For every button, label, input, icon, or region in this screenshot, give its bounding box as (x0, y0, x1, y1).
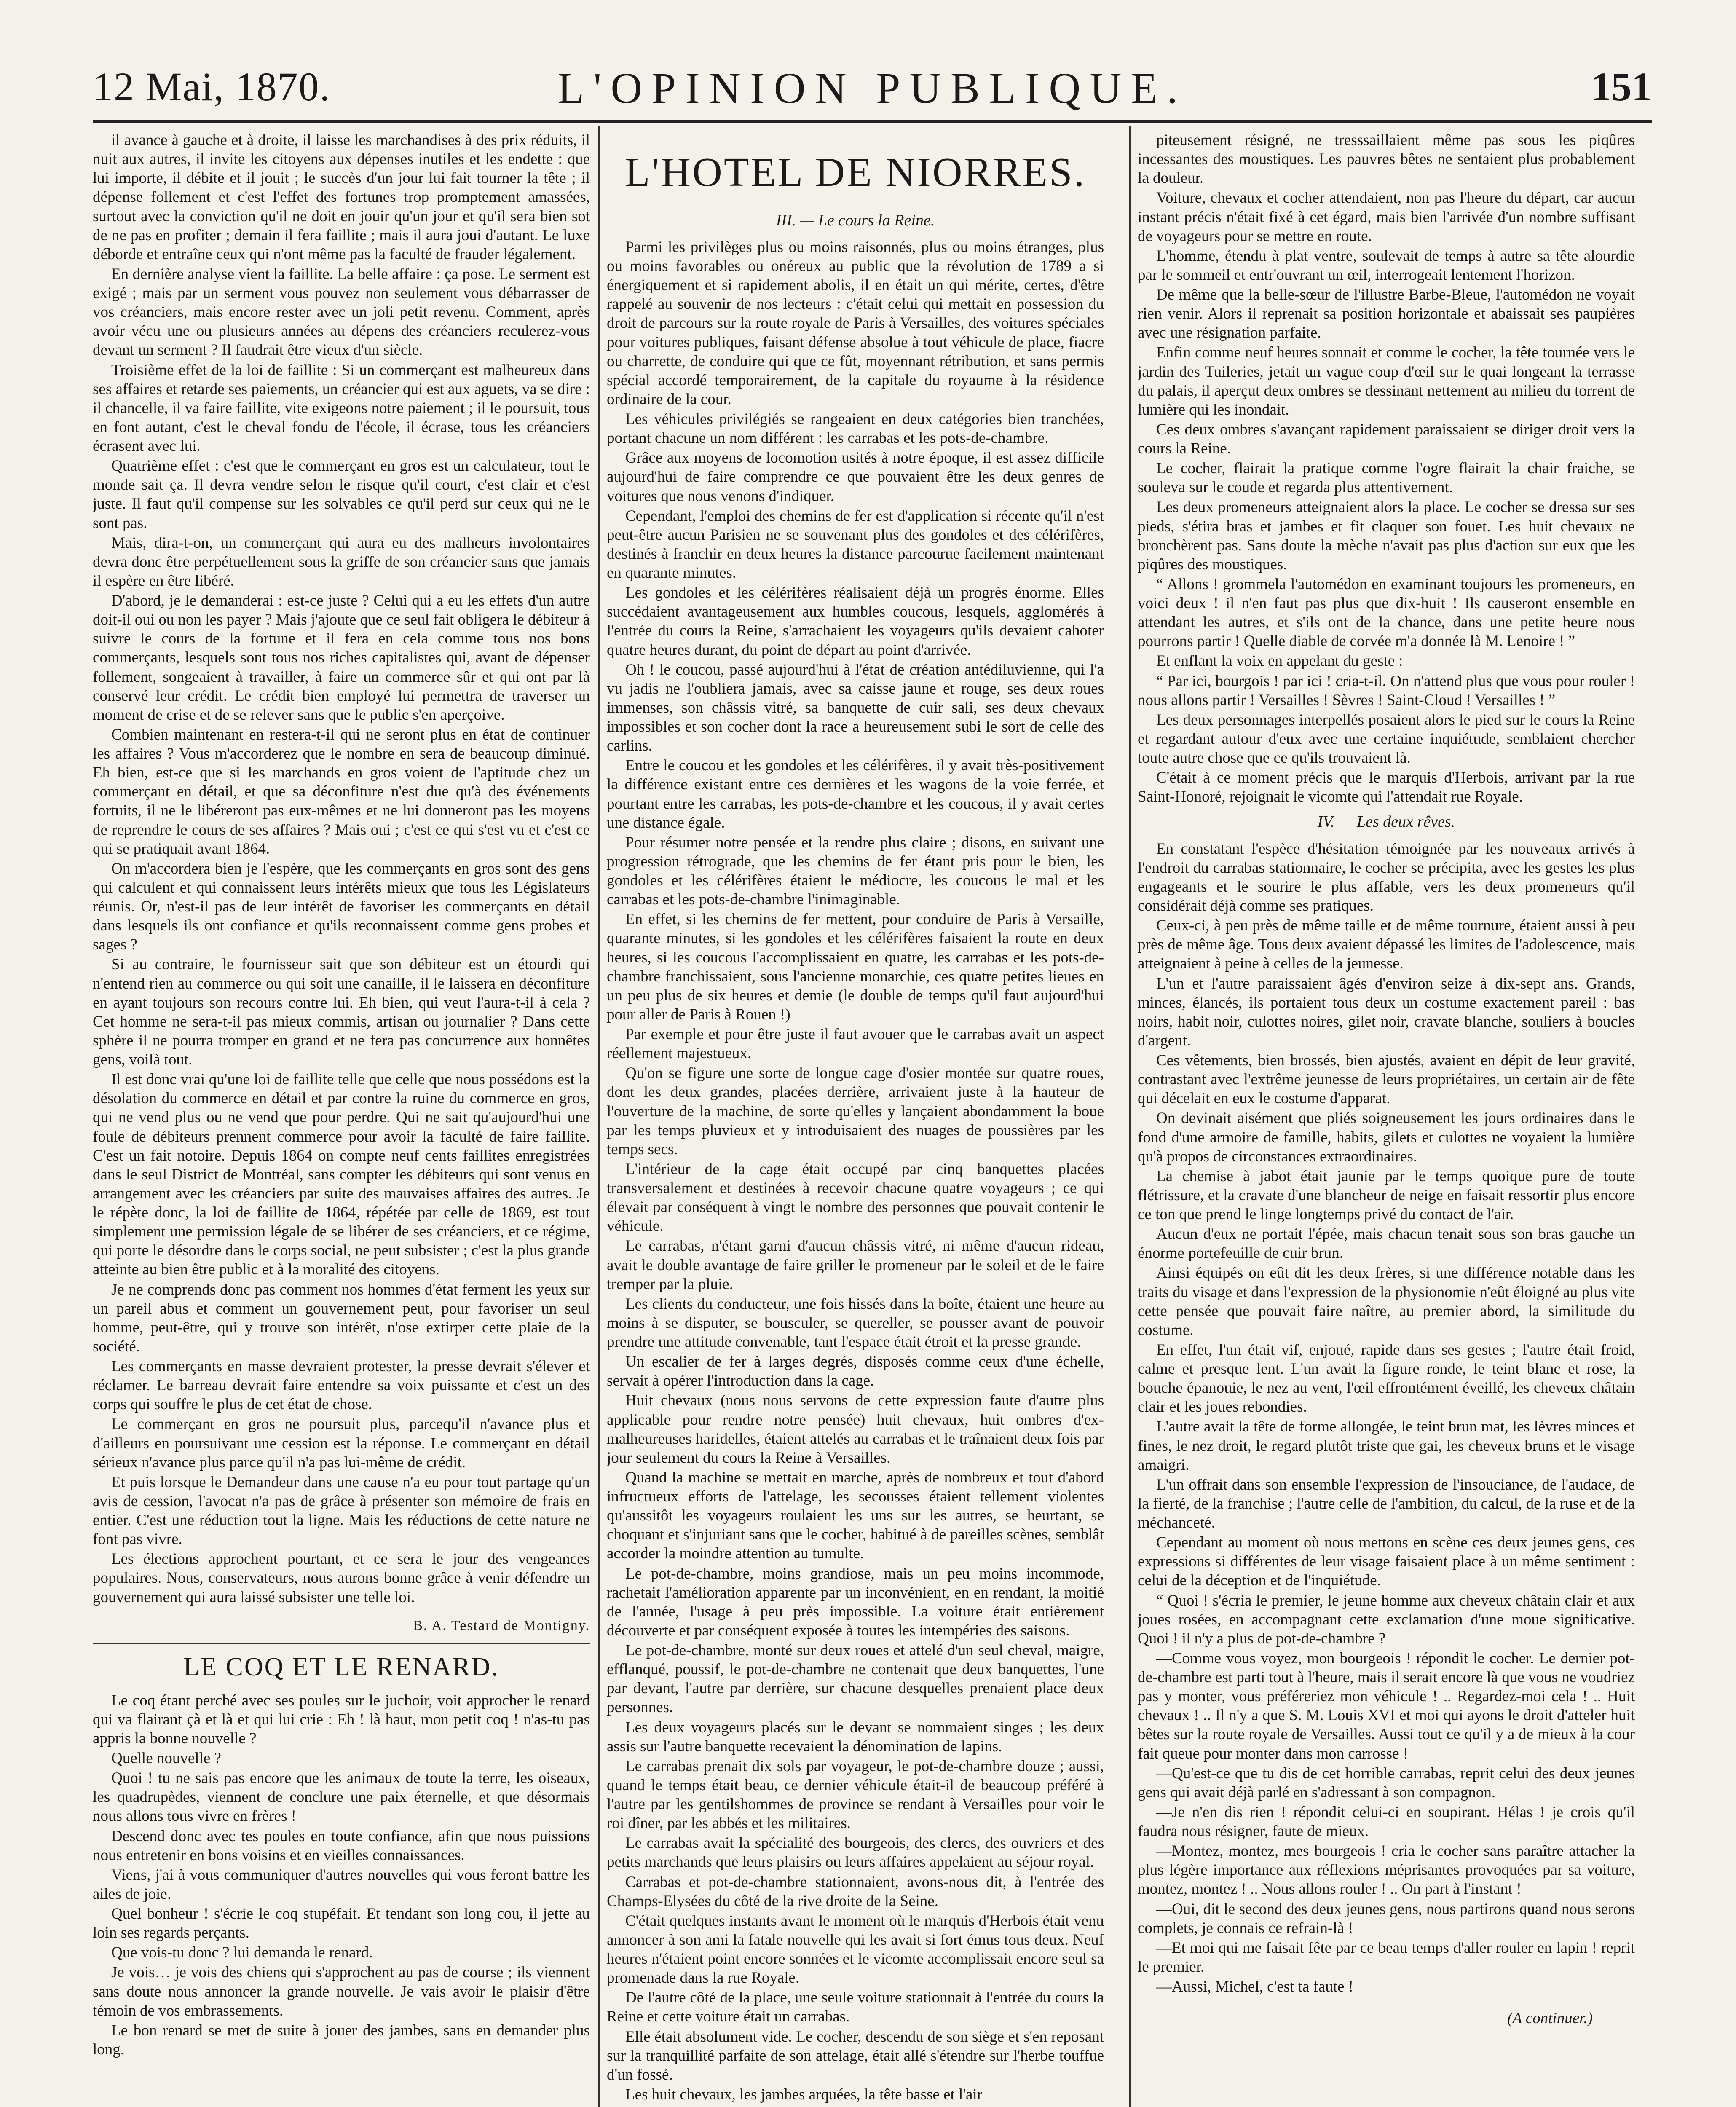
column-3 (1138, 131, 1635, 2107)
paragraph: “ Allons ! grommela l'automédon en examinant toujours les promeneurs, en voici deux ! il n'en faut pas plus que dix-huit ! Ils causeront ensemble en attendant les autres, et s'ils ont de la chance, dans une petite heure nous pourrons partir ! Quelle diable de corvée m'a donnée là M. Lenoire ! ” (1138, 575, 1635, 650)
paragraph: Quelle nouvelle ? (111, 1750, 221, 1767)
paragraph: Parmi les privilèges plus ou moins raisonnés, plus ou moins étranges, plus ou moins favorables ou onéreux au public que la révolution de 1789 a si énergiquement et si rapidement abolis, il en était un qui mérite, certes, d'être rappelé au souvenir de nos lecteurs : c'était celui qui mettait en possession du droit de parcours sur la route royale de Paris à Versailles, des voitures spéciales pour voitures publiques, faisant défense absolue à tout véhicule de place, fiacre ou charrette, de conduire qui que ce fût, moyennant rétribution, et sans permis spécial accordé temporairement, de la capitale du royaume à la résidence ordinaire de la cour. (607, 238, 1104, 408)
issue-date: 12 Mai, 1870. (93, 64, 331, 109)
paragraph: Quatrième effet : c'est que le commerçant en gros est un calculateur, tout le monde sait ça. Il devra vendre selon le risque qu'il court, c'est clair et c'est juste. Il faut qu'il compense sur les solvables ce qu'il perd sur ceux qui ne le sont pas. (93, 457, 590, 532)
paragraph: Un escalier de fer à larges degrés, disposés comme ceux d'une échelle, servait à opérer l'introduction dans la cage. (607, 1353, 1104, 1390)
paragraph: Je vois… je vois des chiens qui s'approchent au pas de course ; ils viennent sans doute nous annoncer la grande nouvelle. Je vais avoir le plaisir d'être témoin de vos embrassements. (93, 1964, 590, 2019)
paragraph: En effet, l'un était vif, enjoué, rapide dans ses gestes ; l'autre était froid, calme et presque lent. L'un avait la figure ronde, le teint blanc et rose, la bouche épanouie, le nez au vent, l'œil effrontément éveillé, les cheveux châtain clair et les joues rebondies. (1138, 1341, 1635, 1416)
paragraph: Le commerçant en gros ne poursuit plus, parcequ'il n'avance plus et d'ailleurs en poursuivant une cession est la réponse. Le commerçant en détail sérieux n'avance plus parce qu'il n'a pas lui-même de crédit. (93, 1415, 590, 1471)
paragraph: —Je n'en dis rien ! répondit celui-ci en soupirant. Hélas ! je crois qu'il faudra nous résigner, faute de mieux. (1138, 1803, 1635, 1840)
paragraph: Enfin comme neuf heures sonnait et comme le cocher, la tête tournée vers le jardin des Tuileries, jetait un vague coup d'œil sur le quai longeant la terrasse du palais, il aperçut deux ombres se dessinant nettement au milieu du torrent de lumière qui les inondait. (1138, 344, 1635, 418)
paragraph: En constatant l'espèce d'hésitation témoignée par les nouveaux arrivés à l'endroit du carrabas stationnaire, le cocher se précipita, avec les gestes les plus engageants et le sourire le plus affable, vers les deux promeneurs qu'il considérait déjà comme ses pratiques. (1138, 840, 1635, 915)
paragraph: il avance à gauche et à droite, il laisse les marchandises à des prix réduits, il nuit aux autres, il invite les citoyens aux dépenses inutiles et les endette : que lui importe, il débite et il jouit ; le succès d'un jour lui fait tourner la tête ; il dépense follement et c'est l'effet des fortunes trop promptement amassées, surtout avec la conviction qu'il ne doit en jouir qu'un jour et qu'il sera bien sot de ne pas en profiter ; demain il fera faillite ; mais il aura joui d'autant. Le luxe déborde et entraîne ceux qui n'ont même pas la faculté de frauder légalement. (93, 131, 590, 263)
paragraph: Troisième effet de la loi de faillite : Si un commerçant est malheureux dans ses affaires et retarde ses paiements, un créancier qui est aux aguets, va se dire : il chancelle, il va faire faillite, vite exigeons notre paiement ; il le poursuit, tous en font autant, c'est le cheval fondu de l'école, il écrase, tous les créanciers écrasent avec lui. (93, 361, 590, 455)
article-continuation (93, 131, 590, 1607)
column-1 (93, 131, 590, 2107)
paragraph: Les huit chevaux, les jambes arquées, la tête basse et l'air (625, 2086, 983, 2103)
paragraph: Aucun d'eux ne portait l'épée, mais chacun tenait sous son bras gauche un énorme portefeuille de cuir brun. (1138, 1225, 1635, 1262)
paragraph: Le carrabas prenait dix sols par voyageur, le pot-de-chambre douze ; aussi, quand le temps était beau, ce dernier véhicule était-il de beaucoup préféré à l'autre par les gentilshommes de province se rendant à Versailles pour voir le roi dîner, par les abbés et les militaires. (607, 1757, 1104, 1832)
header-rule (93, 120, 1652, 123)
paragraph: Et puis lorsque le Demandeur dans une cause n'a eu pour tout partage qu'un avis de cession, l'avocat n'a pas de grâce à présenter son mémoire de frais en entier. C'est une réduction tout la ligne. Mais les réductions de cette nature ne font pas vivre. (93, 1473, 590, 1548)
section-rule (93, 1643, 590, 1644)
paragraph: Descend donc avec tes poules en toute confiance, afin que nous puissions nous entretenir en bons voisins et en vieilles connaissances. (93, 1827, 590, 1864)
paragraph: Je ne comprends donc pas comment nos hommes d'état ferment les yeux sur un pareil abus et comment un gouvernement peut, pour favoriser un seul homme, peut-être, qui y trouve son intérêt, n'ose extirper cette plaie de la société. (93, 1281, 590, 1355)
paragraph: Les deux voyageurs placés sur le devant se nommaient singes ; les deux assis sur l'autre banquette recevaient la dénomination de lapins. (607, 1718, 1104, 1755)
paragraph: —Montez, montez, mes bourgeois ! cria le cocher sans paraître attacher la plus légère importance aux réflexions méprisantes provoquées par sa voiture, montez, montez ! .. Nous allons rouler ! .. On part à l'instant ! (1138, 1842, 1635, 1898)
paragraph: Combien maintenant en restera-t-il qui ne seront plus en état de continuer les affaires ? Vous m'accorderez que le nombre en sera de beaucoup diminué. Eh bien, est-ce que si les marchands en gros voient de l'aptitude chez un commerçant en détail, et que sa déconfiture n'est due qu'à des événements fortuits, il ne le libéreront pas eux-mêmes et ne lui donneront pas les moyens de reprendre le cours de ses affaires ? Mais oui ; c'est ce qui s'est vu et c'est ce qui se pratiquait avant 1864. (93, 726, 590, 858)
column-2 (607, 131, 1104, 2107)
paragraph: L'intérieur de la cage était occupé par cinq banquettes placées transversalement et destinées à recevoir chacune quatre voyageurs ; ce qui élevait par conséquent à vingt le nombre des personnes que pouvait contenir le véhicule. (607, 1160, 1104, 1235)
paragraph: piteusement résigné, ne tresssaillaient même pas sous les piqûres incessantes des moustiques. Les pauvres bêtes ne sentaient plus probablement la douleur. (1138, 131, 1635, 187)
paragraph: L'homme, étendu à plat ventre, soulevait de temps à autre sa tête alourdie par le sommeil et entr'ouvrant un œil, interrogeait lentement l'horizon. (1138, 247, 1635, 284)
paragraph: Le carrabas avait la spécialité des bourgeois, des clercs, des ouvriers et des petits marchands que leurs plaisirs ou leurs affaires appelaient au séjour royal. (607, 1834, 1104, 1871)
newspaper-title: L'OPINION PUBLIQUE. (557, 64, 1187, 113)
paragraph: L'un et l'autre paraissaient âgés d'environ seize à dix-sept ans. Grands, minces, élancés, ils portaient tous deux un costume exactement pareil : bas noirs, habit noir, culottes noires, gilet noir, cravate blanche, souliers à boucles d'argent. (1138, 975, 1635, 1049)
paragraph: Et enflant la voix en appelant du geste : (1156, 652, 1403, 670)
paragraph: Le pot-de-chambre, monté sur deux roues et attelé d'un seul cheval, maigre, efflanqué, poussif, le pot-de-chambre ne contenait que deux banquettes, l'une par devant, l'autre par derrière, sur chacune desquelles prenaient place deux personnes. (607, 1642, 1104, 1716)
to-be-continued: (A continuer.) (1507, 2010, 1593, 2027)
feuilleton-body-continued (1138, 131, 1635, 806)
paragraph: —Aussi, Michel, c'est ta faute ! (1156, 1978, 1354, 1996)
paragraph: Ainsi équipés on eût dit les deux frères, si une différence notable dans les traits du visage et dans l'expression de la physionomie n'eût éloigné au plus vite cette pensée que pouvait faire naître, au premier abord, la similitude du costume. (1138, 1264, 1635, 1339)
paragraph: Carrabas et pot-de-chambre stationnaient, avons-nous dit, à l'entrée des Champs-Elysées du côté de la rive droite de la Seine. (607, 1873, 1104, 1910)
paragraph: Mais, dira-t-on, un commerçant qui aura eu des malheurs involontaires devra donc être perpétuellement sous la griffe de son créancier sans que jamais il espère en être libéré. (93, 534, 590, 590)
paragraph: —Et moi qui me faisait fête par ce beau temps d'aller rouler en lapin ! reprit le premier. (1138, 1939, 1635, 1976)
fable-title: LE COQ ET LE RENARD. (183, 1653, 499, 1682)
paragraph: Ces deux ombres s'avançant rapidement paraissaient se diriger droit vers la cours la Reine. (1138, 421, 1635, 457)
paragraph: Par exemple et pour être juste il faut avouer que le carrabas avait un aspect réellement majestueux. (607, 1026, 1104, 1062)
feuilleton-title: L'HOTEL DE NIORRES. (624, 150, 1086, 195)
paragraph: “ Quoi ! s'écria le premier, le jeune homme aux cheveux châtain clair et aux joues rosées, en accompagnant cette exclamation d'une moue significative. Quoi ! il n'y a plus de pot-de-chambre ? (1138, 1592, 1635, 1647)
paragraph: Le bon renard se met de suite à jouer des jambes, sans en demander plus long. (93, 2021, 590, 2058)
paragraph: Il est donc vrai qu'une loi de faillite telle que celle que nous possédons est la désolation du commerce en détail et par contre la ruine du commerce en gros, qui ne vend plus ou ne vend que pour perdre. Qui ne sait qu'aujourd'hui une foule de débiteurs prennent commerce pour avoir la faculté de faire faillite. C'est un fait notoire. Depuis 1864 on compte neuf cents faillites enregistrées dans le seul District de Montréal, sans compter les débiteurs qui sont venus en arrangement avec les créanciers par suite des mauvaises affaires des autres. Je le répète donc, la loi de faillite de 1864, répétée par celle de 1869, est tout simplement une permission légale de se libérer de ses créanciers, et ce régime, qui porte le désordre dans le corps social, ne peut subsister ; c'est la plus grande atteinte au bien être public et à la moralité des citoyens. (93, 1071, 590, 1279)
paragraph: Le carrabas, n'étant garni d'aucun châssis vitré, ni même d'aucun rideau, avait le double avantage de faire griller le promeneur par le soleil et de le faire tremper par la pluie. (607, 1237, 1104, 1293)
article-signature: B. A. Testard de Montigny. (413, 1617, 590, 1633)
paragraph: “ Par ici, bourgois ! par ici ! cria-t-il. On n'attend plus que vous pour rouler ! nous allons partir ! Versailles ! Sèvres ! Saint-Cloud ! Versailles ! ” (1138, 672, 1635, 709)
paragraph: D'abord, je le demanderai : est-ce juste ? Celui qui a eu les effets d'un autre doit-il oui ou non les payer ? Mais j'ajoute que ce seul fait obligera le débiteur à suivre le cours de la fortune et il fera en cela comme tous nos bons commerçants, lesquels sont tous nos riches capitalistes qui, avant de dépenser follement, songeaient à travailler, à faire un commerce sûr et qui ont par là conservé leur crédit. Le crédit bien employé lui permettra de traverser un moment de crise et de se relever sans que le public s'en aperçoive. (93, 592, 590, 724)
page-number: 151 (1591, 64, 1652, 109)
paragraph: Pour résumer notre pensée et la rendre plus claire ; disons, en suivant une progression rétrograde, que les chemins de fer étant pris pour le bien, les gondoles et les célérifères étaient le médiocre, les coucous le mal et les carrabas et les pots-de-chambre l'inimaginable. (607, 834, 1104, 909)
paragraph: En effet, si les chemins de fer mettent, pour conduire de Paris à Versaille, quarante minutes, si les gondoles et les célérifères faisaient la route en deux heures, si les coucous l'accomplissaient en quatre, les carrabas et les pots-de-chambre franchissaient, sous l'ancienne monarchie, ces quatre petites lieues en un peu plus de six heures et demie (le double de temps qu'il faut aujourd'hui pour aller de Paris à Rouen !) (607, 911, 1104, 1023)
paragraph: Voiture, chevaux et cocher attendaient, non pas l'heure du départ, car aucun instant précis n'était fixé à cet égard, mais bien l'arrivée d'un nombre suffisant de voyageurs pour se mettre en route. (1138, 189, 1635, 245)
paragraph: Oh ! le coucou, passé aujourd'hui à l'état de création antédiluvienne, qui l'a vu jadis ne l'oubliera jamais, avec sa caisse jaune et rouge, ses deux roues immenses, son châssis vitré, sa banquette de cuir sali, ses deux chevaux impossibles et son cocher dont la race a heureusement subi le sort de celle des carlins. (607, 661, 1104, 755)
paragraph: L'autre avait la tête de forme allongée, le teint brun mat, les lèvres minces et fines, le nez droit, le regard plutôt triste que gai, les cheveux bruns et le visage amaigri. (1138, 1418, 1635, 1474)
paragraph: Quel bonheur ! s'écrie le coq stupéfait. Et tendant son long cou, il jette au loin ses regards perçants. (93, 1905, 590, 1942)
paragraph: En dernière analyse vient la faillite. La belle affaire : ça pose. Le serment est exigé ; mais par un serment vous pouvez non seulement vous débarrasser de vos créanciers, mais encore rester avec un joli petit revenu. Comment, après avoir vécu une ou plusieurs années au dépens des créanciers reculerez-vous devant un serment ? Il faudrait être vieux d'un siècle. (93, 265, 590, 359)
paragraph: Les clients du conducteur, une fois hissés dans la boîte, étaient une heure au moins à se disputer, se bousculer, se quereller, se pousser avant de pouvoir prendre une attitude convenable, tant l'espace était étroit et la presse grande. (607, 1295, 1104, 1351)
paragraph: Ceux-ci, à peu près de même taille et de même tournure, étaient aussi à peu près de même âge. Tous deux avaient dépassé les limites de l'adolescence, mais atteignaient à peine à celles de la jeunesse. (1138, 917, 1635, 973)
paragraph: Les deux promeneurs atteignaient alors la place. Le cocher se dressa sur ses pieds, s'étira bras et jambes et fit claquer son fouet. Les huit chevaux ne bronchèrent pas. Sans doute la mèche n'avait pas plus d'action sur eux que les piqûres des moustiques. (1138, 499, 1635, 573)
paragraph: Les élections approchent pourtant, et ce sera le jour des vengeances populaires. Nous, conservateurs, nous aurons bonne grâce à venir défendre un gouvernement qui aura laissé subsister une telle loi. (93, 1550, 590, 1606)
paragraph: Entre le coucou et les gondoles et les célérifères, il y avait très-positivement la différence existant entre ces dernières et les wagons de la voie ferrée, et pourtant entre les carrabas, les pots-de-chambre et les coucous, il y avait certes une distance égale. (607, 757, 1104, 831)
paragraph: Les commerçants en masse devraient protester, la presse devrait s'élever et réclamer. Le barreau devrait faire entendre sa voix puissante et c'est un des corps qui souffre le plus de cet état de chose. (93, 1358, 590, 1413)
chapter-heading: IV. — Les deux rêves. (1317, 813, 1455, 831)
paragraph: L'un offrait dans son ensemble l'expression de l'insouciance, de l'audace, de la fierté, de la franchise ; l'autre celle de l'ambition, du calcul, de la ruse et de la méchanceté. (1138, 1476, 1635, 1532)
paragraph: Que vois-tu donc ? lui demanda le renard. (111, 1944, 373, 1962)
paragraph: Le pot-de-chambre, moins grandiose, mais un peu moins incommode, rachetait l'amélioration apparente par un inconvénient, en en rendant, la moitié de l'année, l'usage à peu près impossible. La voiture était entièrement découverte et par conséquent exposée à toutes les intempéries des saisons. (607, 1565, 1104, 1639)
paragraph: —Qu'est-ce que tu dis de cet horrible carrabas, reprit celui des deux jeunes gens qui avait déjà parlé en s'adressant à son compagnon. (1138, 1764, 1635, 1801)
fable-body (93, 1691, 590, 2059)
paragraph: On devinait aisément que pliés soigneusement les jours ordinaires dans le fond d'une armoire de famille, habits, gilets et culottes ne voyaient la lumière qu'à propos de circonstances extraordinaires. (1138, 1110, 1635, 1165)
paragraph: Viens, j'ai à vous communiquer d'autres nouvelles qui vous feront battre les ailes de joie. (93, 1866, 590, 1903)
paragraph: De même que la belle-sœur de l'illustre Barbe-Bleue, l'automédon ne voyait rien venir. Alors il reprenait sa position horizontale et abaissait ses paupières avec une résignation parfaite. (1138, 286, 1635, 342)
paragraph: Le coq étant perché avec ses poules sur le juchoir, voit approcher le renard qui va flairant çà et là et qui lui crie : Eh ! là haut, mon petit coq ! n'as-tu pas appris la bonne nouvelle ? (93, 1691, 590, 1747)
paragraph: La chemise à jabot était jaunie par le temps quoique pure de toute flétrissure, et la cravate d'une blancheur de neige en faisait ressortir plus encore ce ton que prend le linge longtemps privé du contact de l'air. (1138, 1167, 1635, 1223)
paragraph: Le cocher, flairait la pratique comme l'ogre flairait la chair fraiche, se souleva sur le coude et regarda plus attentivement. (1138, 460, 1635, 496)
paragraph: Les véhicules privilégiés se rangeaient en deux catégories bien tranchées, portant chacune un nom différent : les carrabas et les pots-de-chambre. (607, 410, 1104, 447)
paragraph: Les gondoles et les célérifères réalisaient déjà un progrès énorme. Elles succédaient avantageusement aux humbles coucous, lesquels, agglomérés à l'entrée du cours la Reine, s'arrachaient les voyageurs qu'ils devaient cahoter quatre heures durant, du point de départ au point d'arrivée. (607, 584, 1104, 659)
paragraph: Les deux personnages interpellés posaient alors le pied sur le cours la Reine et regardant autour d'eux avec une certaine inquiétude, semblaient chercher toute autre chose que ce qu'ils trouvaient là. (1138, 711, 1635, 767)
paragraph: Huit chevaux (nous nous servons de cette expression faute d'autre plus applicable pour rendre notre pensée) huit chevaux, huit ombres d'ex-malheureuses haridelles, étaient attelés au carrabas et le traînaient deux fois par jour seulement du cours la Reine à Versailles. (607, 1392, 1104, 1466)
paragraph: De l'autre côté de la place, une seule voiture stationnait à l'entrée du cours la Reine et cette voiture était un carrabas. (607, 1989, 1104, 2026)
paragraph: Ces vêtements, bien brossés, bien ajustés, avaient en dépit de leur gravité, contrastant avec l'extrême jeunesse de leurs propriétaires, un certain air de fête qui décelait en eux le costume d'apparat. (1138, 1052, 1635, 1107)
chapter-iv-body (1138, 839, 1635, 1997)
paragraph: —Oui, dit le second des deux jeunes gens, nous partirons quand nous serons complets, je connais ce refrain-là ! (1138, 1900, 1635, 1937)
paragraph: Elle était absolument vide. Le cocher, descendu de son siège et s'en reposant sur la tranquillité parfaite de son attelage, était allé s'étendre sur l'herbe touffue d'un fossé. (607, 2028, 1104, 2083)
chapter-heading: III. — Le cours la Reine. (776, 211, 935, 229)
paragraph: C'était à ce moment précis que le marquis d'Herbois, arrivant par la rue Saint-Honoré, rejoignait le vicomte qui l'attendait rue Royale. (1138, 769, 1635, 806)
paragraph: Quoi ! tu ne sais pas encore que les animaux de toute la terre, les oiseaux, les quadrupèdes, viennent de conclure une paix éternelle, et que désormais nous allons tous vivre en frères ! (93, 1769, 590, 1825)
paragraph: Grâce aux moyens de locomotion usités à notre époque, il est assez difficile aujourd'hui de faire comprendre ce que pouvaient être les deux genres de voitures que nous venons d'indiquer. (607, 449, 1104, 505)
paragraph: Cependant, l'emploi des chemins de fer est d'application si récente qu'il n'est peut-être aucun Parisien ne se souvenant plus des gondoles et des célérifères, destinés à franchir en deux heures la distance parcourue facilement maintenant en quarante minutes. (607, 507, 1104, 582)
feuilleton-body (607, 238, 1104, 2104)
column-divider (1129, 126, 1131, 2107)
paragraph: Si au contraire, le fournisseur sait que son débiteur est un étourdi qui n'entend rien au commerce ou qui soit une canaille, il le laissera en déconfiture en ayant toujours son recours contre lui. Eh bien, qui veut l'aura-t-il à cela ? Cet homme ne sera-t-il pas mieux commis, artisan ou journalier ? Dans cette sphère il ne pourra tromper en grand et ne fera pas concurrence aux honnêtes gens, voilà tout. (93, 956, 590, 1068)
paragraph: Cependant au moment où nous mettons en scène ces deux jeunes gens, ces expressions si différentes de leur visage faisaient place à un même sentiment : celui de la déception et de l'inquiétude. (1138, 1534, 1635, 1590)
column-divider (598, 126, 600, 2107)
paragraph: —Comme vous voyez, mon bourgeois ! répondit le cocher. Le dernier pot-de-chambre est parti tout à l'heure, mais il serait encore là que vous ne voudriez pas y monter, vous préféreriez mon véhicule ! .. Regardez-moi cela ! .. Huit chevaux ! .. Il n'y a que S. M. Louis XVI et moi qui ayons le droit d'atteler huit bêtes sur la route royale de Versailles. Aussi tout ce qu'il y a de mieux à la cour fait queue pour monter dans mon carrosse ! (1138, 1649, 1635, 1762)
paragraph: On m'accordera bien je l'espère, que les commerçants en gros sont des gens qui calculent et qui connaissent leurs intérêts mieux que tous les Législateurs réunis. Or, n'est-il pas de leur intérêt de favoriser les commerçants en détail dans lesquels ils ont confiance et qu'ils reconnaissent comme gens probes et sages ? (93, 860, 590, 954)
paragraph: C'était quelques instants avant le moment où le marquis d'Herbois était venu annoncer à son ami la fatale nouvelle qui les avait si fort émus tous deux. Neuf heures n'étaient point encore sonnées et le vicomte accomplissait encore seul sa promenade dans la rue Royale. (607, 1912, 1104, 1987)
page-header (93, 63, 1652, 118)
paragraph: Qu'on se figure une sorte de longue cage d'osier montée sur quatre roues, dont les deux grandes, placées derrière, arrivaient juste à la hauteur de l'ouverture de la machine, de sorte qu'elles y lançaient abondamment la boue par les temps pluvieux et y introduisaient des nuages de poussières par les temps secs. (607, 1064, 1104, 1158)
paragraph: Quand la machine se mettait en marche, après de nombreux et tout d'abord infructueux efforts de l'attelage, les secousses étaient tellement violentes qu'aussitôt les voyageurs roulaient les uns sur les autres, se heurtant, se choquant et s'injuriant sans que le cocher, habitué à de pareilles scènes, semblât accorder la moindre attention au tumulte. (607, 1469, 1104, 1563)
